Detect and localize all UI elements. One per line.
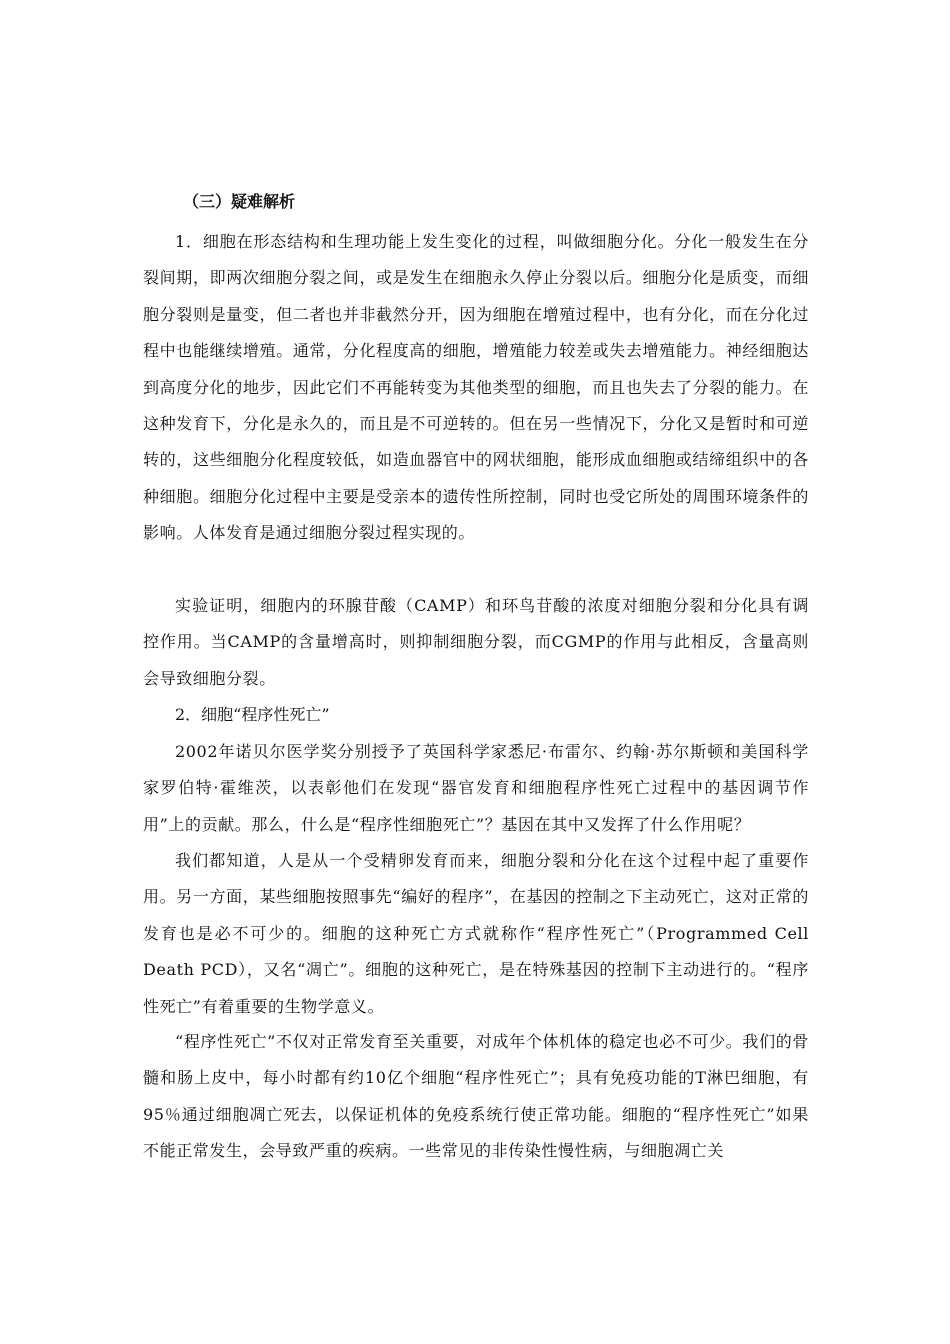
subheading-programmed-death: 2．细胞“程序性死亡” xyxy=(175,705,330,724)
paragraph-nobel-prize: 2002年诺贝尔医学奖分别授予了英国科学家悉尼·布雷尔、约翰·苏尔斯顿和美国科学家罗伯特·霍维茨，以表彰他们在发现“器官发育和细胞程序性死亡过程中的基因调节作用”上的贡献。那么，什么是“程序性细胞死亡”？基因在其中又发挥了什么作用呢？ xyxy=(143,742,809,834)
section-heading: （三）疑难解析 xyxy=(183,192,296,211)
paragraph-camp-regulation: 实验证明，细胞内的环腺苷酸（CAMP）和环鸟苷酸的浓度对细胞分裂和分化具有调控作用。当CAMP的含量增高时，则抑制细胞分裂，而CGMP的作用与此相反，含量高则会导致细胞分裂。 xyxy=(143,596,809,688)
paragraph-pcd-definition: 我们都知道，人是从一个受精卵发育而来，细胞分裂和分化在这个过程中起了重要作用。另一方面，某些细胞按照事先“编好的程序”，在基因的控制之下主动死亡，这对正常的发育也是必不可少的。细胞的这种死亡方式就称作“程序性死亡”（Programmed Cell Death PCD），又名“凋亡”。细胞的这种死亡，是在特殊基因的控制下主动进行的。“程序性死亡”有着重要的生物学意义。 xyxy=(143,851,809,1016)
paragraph-pcd-importance: “程序性死亡”不仅对正常发育至关重要，对成年个体机体的稳定也必不可少。我们的骨髓和肠上皮中，每小时都有约10亿个细胞“程序性死亡”；具有免疫功能的T淋巴细胞，有95％通过细胞凋亡死去，以保证机体的免疫系统行使正常功能。细胞的“程序性死亡”如果不能正常发生，会导致严重的疾病。一些常见的非传染性慢性病，与细胞凋亡关 xyxy=(143,1032,809,1161)
paragraph-cell-differentiation: 1．细胞在形态结构和生理功能上发生变化的过程，叫做细胞分化。分化一般发生在分裂间期，即两次细胞分裂之间，或是发生在细胞永久停止分裂以后。细胞分化是质变，而细胞分裂则是量变，但二者也并非截然分开，因为细胞在增殖过程中，也有分化，而在分化过程中也能继续增殖。通常，分化程度高的细胞，增殖能力较差或失去增殖能力。神经细胞达到高度分化的地步，因此它们不再能转变为其他类型的细胞，而且也失去了分裂的能力。在这种发育下，分化是永久的，而且是不可逆转的。但在另一些情况下，分化又是暂时和可逆转的，这些细胞分化程度较低，如造血器官中的网状细胞，能形成血细胞或结缔组织中的各种细胞。细胞分化过程中主要是受亲本的遗传性所控制，同时也受它所处的周围环境条件的影响。人体发育是通过细胞分裂过程实现的。 xyxy=(143,232,809,543)
